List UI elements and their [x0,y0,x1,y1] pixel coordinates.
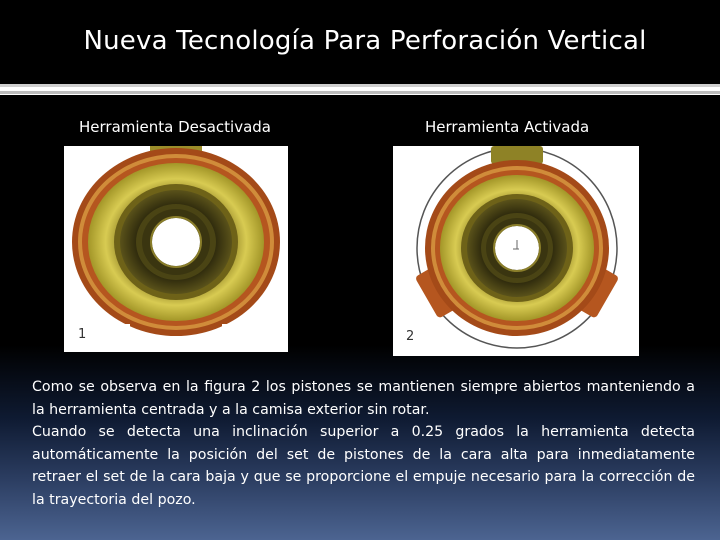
tool-deactivated-drawing [64,146,288,352]
tool-activated-drawing [393,146,639,356]
title-divider [0,84,720,95]
description-paragraph-2: Cuando se detecta una inclinación superior a 0.25 grados la herramienta detecta automáticamente la posición del set de pistones de la cara alta para inmediatamente retraer el set de la cara baja y que se proporcione el empuje necesario para la corrección de la trayectoria del pozo. [32,424,695,508]
figure-2-number: 2 [406,329,415,344]
tool-activated-image [393,146,639,356]
description-paragraph-1: Como se observa en la figura 2 los pistones se mantienen siempre abiertos manteniendo a la herramienta centrada y a la camisa exterior sin rotar. [32,379,695,418]
figure-right-label: Herramienta Activada [425,118,590,136]
slide-title: Nueva Tecnología Para Perforación Vertical [83,26,647,56]
description-text [32,376,695,511]
figure-1-number: 1 [78,327,87,342]
tool-deactivated-image [64,146,288,352]
figure-left-label: Herramienta Desactivada [79,118,271,136]
